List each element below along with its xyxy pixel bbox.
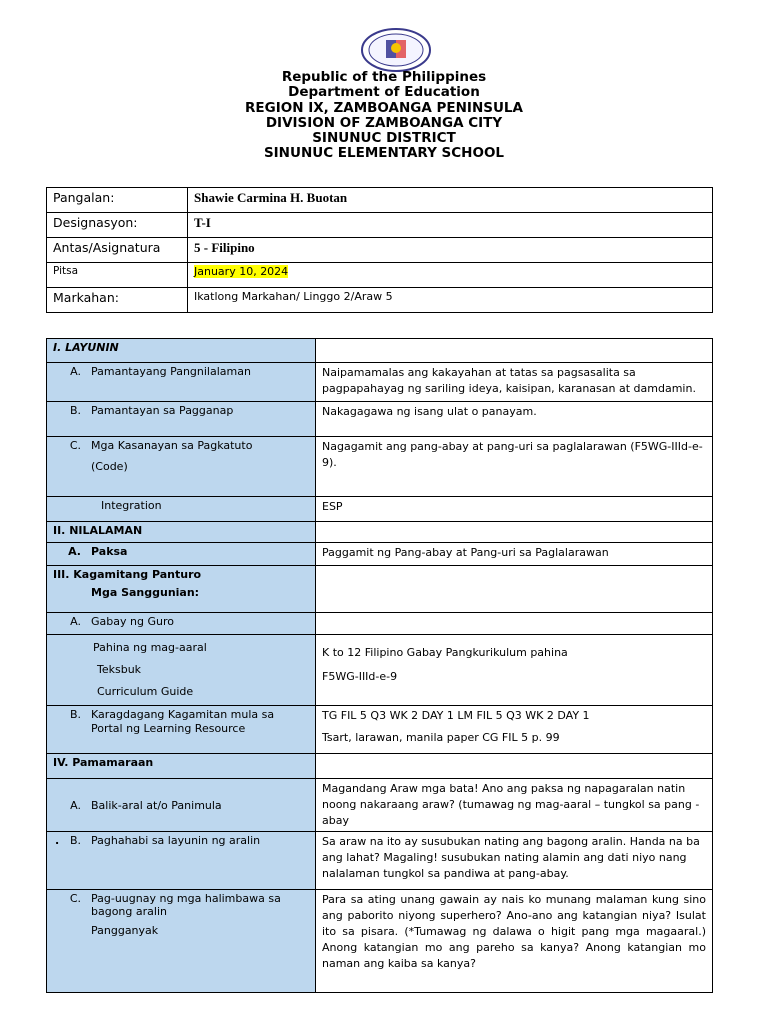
code-label: (Code) [91,460,128,473]
item-label: Mga Kasanayan sa Pagkatuto [91,439,253,452]
item-number: B. [69,708,81,721]
empty-cell [316,339,713,363]
header-line: SINUNUC DISTRICT [312,130,456,147]
section-layunin: I. LAYUNIN [47,339,316,363]
section-kagamitan [47,566,316,613]
row-balik-aral-label [47,779,316,832]
integration-value: ESP [316,497,713,522]
item-number: C. [69,892,81,905]
document-header [0,70,768,162]
row-gabay-label [47,613,316,635]
item-number: A. [70,798,81,812]
row-pag-uugnay-value: Para sa ating unang gawain ay nais ko munang malaman kung sino ang paborito niyong superhero? Ano-ano ang katangian niya? Isulat ito sa pisara. (*Tumawag ng dalawa o higit pang mga magaaral.) Anong katangian mo ang pareho sa kanya? Anong katangian mo naman ang kaiba sa kanya? [316,890,713,993]
pahina-label: Pahina ng mag-aaral [93,641,207,654]
item-label: Pamantayan sa Pagganap [91,404,234,417]
item-label: Paghahabi sa layunin ng aralin [91,834,261,847]
date-value: January 10, 2024 [194,265,289,278]
header-line: Department of Education [288,84,480,101]
section-nilalaman: II. NILALAMAN [47,522,316,543]
row-kasanayan-label [47,437,316,497]
row-paghahabi-value: Sa araw na ito ay susubukan nating ang bagong aralin. Handa na ba ang lahat? Magaling! susubukan nating alamin ang dati niyo nang nalalaman tungkol sa pandiwa at pang-abay. [316,832,713,890]
row-pagganap-label [47,402,316,437]
designation-value: T-I [188,213,713,238]
row-pag-uugnay-label [47,890,316,993]
row-references-label [47,635,316,706]
karagdagang-line: Tsart, larawan, manila paper CG FIL 5 p. 99 [322,731,560,744]
section-kagamitan-title: III. Kagamitang Panturo [53,568,202,581]
row-karagdagang-value [316,706,713,754]
header-line: DIVISION OF ZAMBOANGA CITY [265,114,503,131]
row-pagganap-value: Nakagagawa ng isang ulat o panayam. [316,402,713,437]
row-pamantayang-label [47,363,316,402]
empty-cell [316,522,713,543]
item-number: C. [69,439,81,452]
row-kasanayan-value: Nagagamit ang pang-abay at pang-uri sa paglalarawan (F5WG-IIId-e-9). [316,437,713,497]
sanggunian-label: Mga Sanggunian: [91,586,200,599]
pangganyak-label: Pangganyak [91,924,159,937]
name-value: Shawie Carmina H. Buotan [188,188,713,213]
item-number: B. [69,834,81,847]
header-line: Republic of the Philippines [281,69,487,85]
item-number: A. [70,615,81,628]
header-line: REGION IX, ZAMBOANGA PENINSULA [245,99,523,116]
reference-line: K to 12 Filipino Gabay Pangkurikulum pahina [322,646,568,659]
quarter-label: Markahan: [47,288,188,313]
bullet-mark: . [55,834,60,847]
deped-seal-icon [360,28,432,72]
item-label: Pag-uugnay ng mga halimbawa sa bagong aralin [91,892,281,918]
row-paksa-value: Paggamit ng Pang-abay at Pang-uri sa Paglalarawan [316,543,713,566]
row-pamantayang-value: Naipamamalas ang kakayahan at tatas sa pagsasalita sa pagpapahayag ng sariling ideya, kaisipan, karanasan at damdamin. [316,363,713,402]
item-number: A. [68,545,81,558]
section-pamamaraan: IV. Pamamaraan [47,754,316,779]
karagdagang-line: TG FIL 5 Q3 WK 2 DAY 1 LM FIL 5 Q3 WK 2 DAY 1 [322,709,590,722]
designation-label: Designasyon: [47,213,188,238]
subject-value: 5 - Filipino [188,238,713,263]
empty-cell [316,754,713,779]
date-cell [188,263,713,288]
item-label: Balik-aral at/o Panimula [91,798,222,812]
item-number: B. [69,404,81,417]
row-balik-aral-value: Magandang Araw mga bata! Ano ang paksa ng napagaralan natin noong nakaraang araw? (tumawag ng mag-aaral – tungkol sa pang -abay [316,779,713,832]
row-karagdagang-label [47,706,316,754]
subject-label: Antas/Asignatura [47,238,188,263]
item-label: Pamantayang Pangnilalaman [91,365,251,378]
lesson-plan-table [46,338,713,993]
curriculum-guide-label: Curriculum Guide [97,685,194,698]
item-label: Gabay ng Guro [91,615,174,628]
header-line: SINUNUC ELEMENTARY SCHOOL [263,145,505,162]
row-paghahabi-label [47,832,316,890]
reference-line: F5WG-IIId-e-9 [322,670,398,683]
date-label: Pitsa [47,263,188,288]
empty-cell [316,566,713,613]
item-label: Paksa [91,545,128,558]
item-number: A. [70,365,81,378]
empty-cell [316,613,713,635]
quarter-value: Ikatlong Markahan/ Linggo 2/Araw 5 [188,288,713,313]
integration-label: Integration [47,497,316,522]
item-label: Karagdagang Kagamitan mula sa Portal ng Learning Resource [91,708,275,735]
name-label: Pangalan: [47,188,188,213]
row-references-value [316,635,713,706]
teksbuk-label: Teksbuk [97,663,142,676]
row-paksa-label [47,543,316,566]
info-table [46,187,713,313]
